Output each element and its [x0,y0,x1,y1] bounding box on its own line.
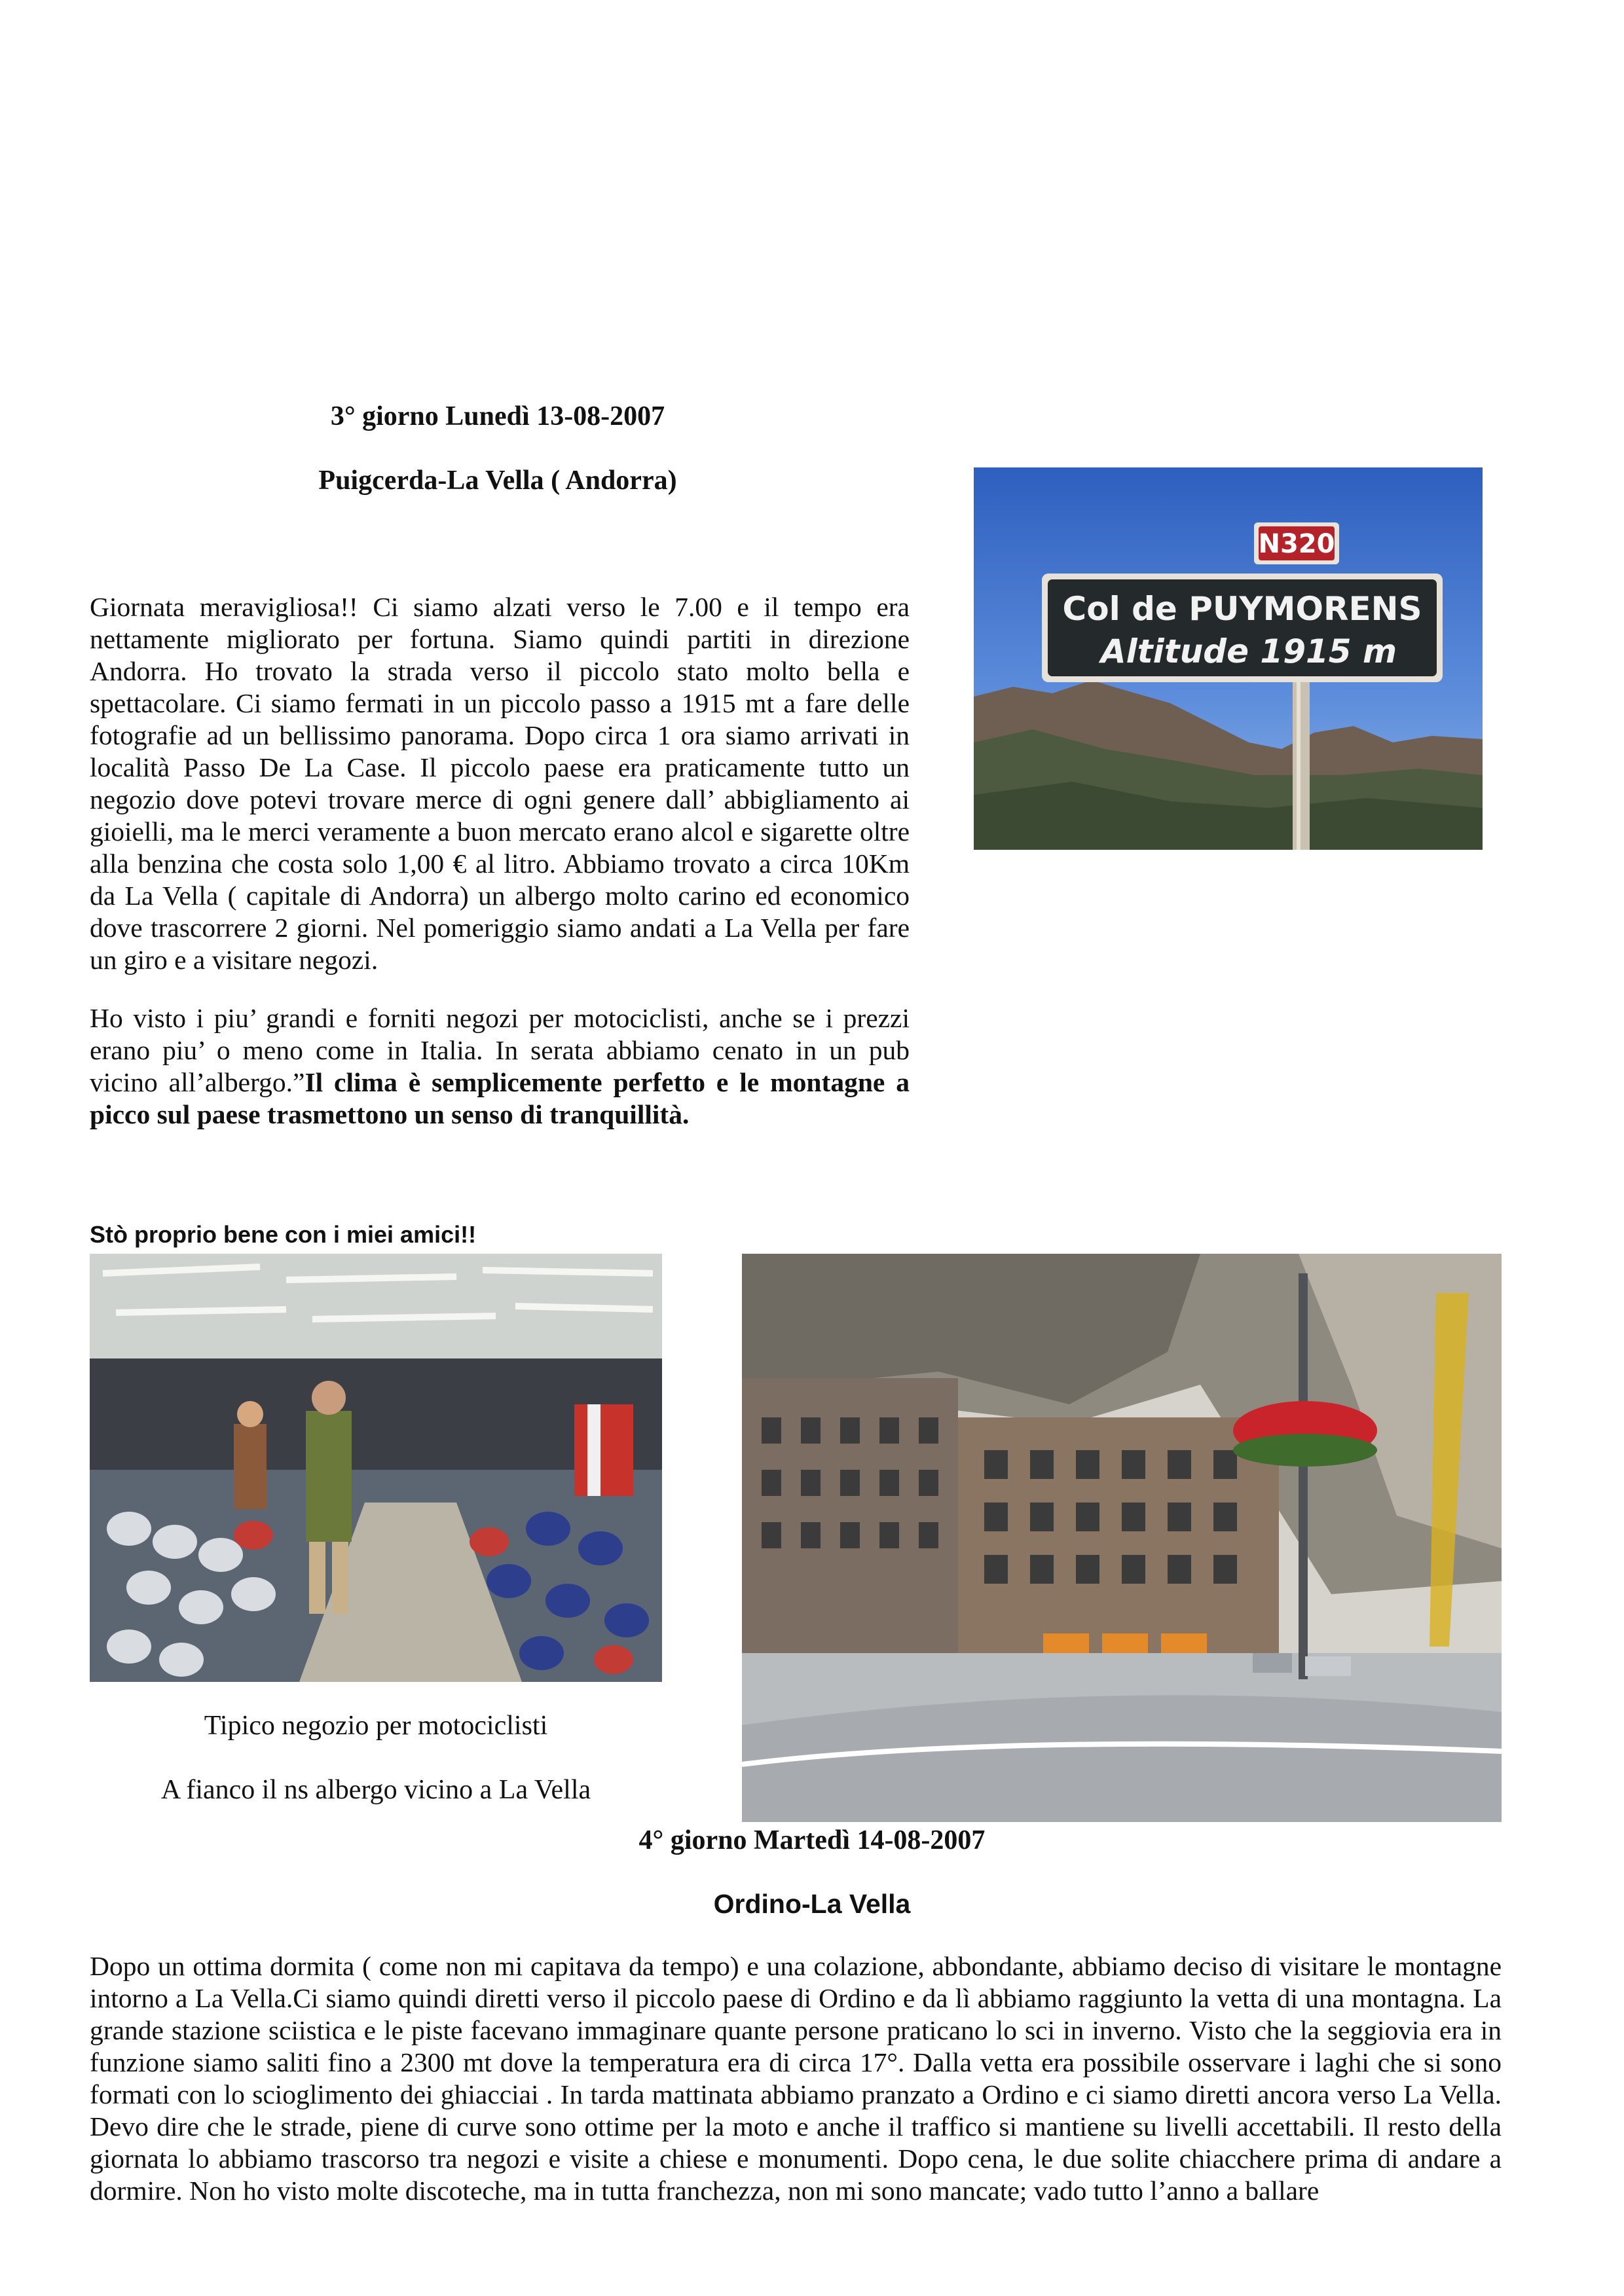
sign-photo-image [974,467,1483,850]
day3-title: 3° giorno Lunedì 13-08-2007 [330,401,665,431]
day4-route: Ordino-La Vella [713,1889,911,1919]
sign-line-2: Altitude 1915 m [1100,632,1397,670]
sign-line-1: Col de PUYMORENS [1062,590,1422,628]
shop-photo-image [90,1254,662,1682]
day4-title: 4° giorno Martedì 14-08-2007 [638,1825,986,1855]
day4-text: Dopo un ottima dormita ( come non mi capitava da tempo) e una colazione, abbondante, abbiamo deciso di visitare le montagne intorno a La Vella.Ci siamo quindi diretti verso il piccolo paese di Ordino e da lì abbiamo raggiunto la vetta di una montagna. La grande stazione sciistica e le piste facevano immaginare quante persone praticano lo sci in inverno. Visto che la seggiovia era in funzione siamo saliti fino a 2300 mt dove la temperatura era di circa 17°. Dalla vetta era possibile osservare i laghi che si sono formati con lo scioglimento dei ghiacciai . In tarda mattinata abbiamo pranzato a Ordino e ci siamo diretti ancora verso La Vella. Devo dire che le strade, piene di curve sono ottime per la moto e anche il traffico si mantiene su livelli accettabili. Il resto della giornata lo abbiamo trascorso tra negozi e visite a chiese e monumenti. Dopo cena, le due solite chiacchere prima di andare a dormire. Non ho visto molte discoteche, ma in tutta franchezza, non mi sono mancate; vado tutto l’anno a ballare [90,1951,1502,2206]
day3-paragraph-2-bold: Il clima è semplicemente perfetto e le montagne a picco sul paese trasmettono un senso di tranquillità. [90,1067,910,1129]
shop-photo [90,1254,662,1682]
day3-route: Puigcerda-La Vella ( Andorra) [318,465,677,496]
hotel-photo [742,1254,1502,1822]
shop-caption: Tipico negozio per motociclisti [204,1711,548,1741]
hotel-caption: A fianco il ns albergo vicino a La Vella [160,1775,591,1805]
day3-text [90,591,910,1131]
route-number: N320 [1258,529,1335,559]
sign-photo [974,467,1483,850]
day3-paragraph-2-plain: Ho visto i piu’ grandi e forniti negozi per motociclisti, anche se i prezzi erano piu’ o meno come in Italia. In serata abbiamo cenato in un pub vicino all’albergo.” [90,1003,910,1097]
hotel-photo-image [742,1254,1502,1822]
day3-paragraph-1: Giornata meravigliosa!! Ci siamo alzati verso le 7.00 e il tempo era nettamente migliorato per fortuna. Siamo quindi partiti in direzione Andorra. Ho trovato la strada verso il piccolo stato molto bella e spettacolare. Ci siamo fermati in un piccolo passo a 1915 mt a fare delle fotografie ad un bellissimo panorama. Dopo circa 1 ora siamo arrivati in località Passo De La Case. Il piccolo paese era praticamente tutto un negozio dove potevi trovare merce di ogni genere dall’ abbigliamento ai gioielli, ma le merci veramente a buon mercato erano alcol e sigarette oltre alla benzina che costa solo 1,00 € al litro. Abbiamo trovato a circa 10Km da La Vella ( capitale di Andorra) un albergo molto carino ed economico dove trascorrere 2 giorni. Nel pomeriggio siamo andati a La Vella per fare un giro e a visitare negozi. [90,592,910,975]
sign-pole [1293,677,1310,850]
day3-paragraph-2 [90,1002,910,1131]
friends-line: Stò proprio bene con i miei amici!! [90,1221,477,1248]
